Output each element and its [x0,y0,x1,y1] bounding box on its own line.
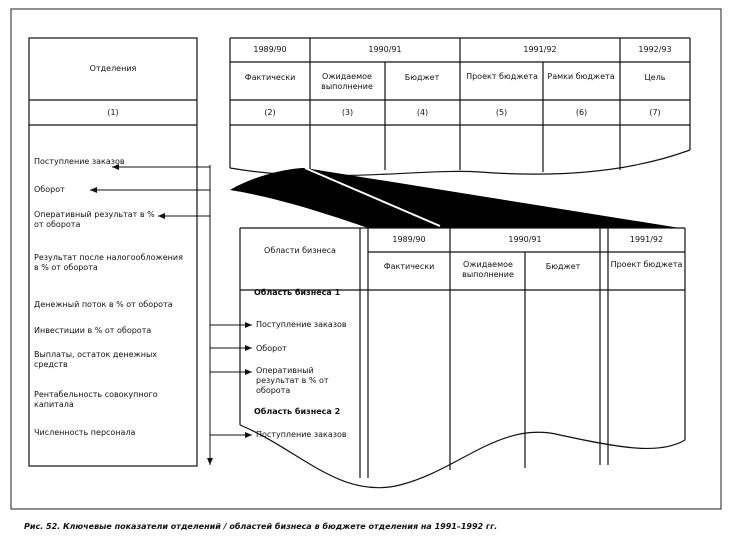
upper-row-turnover: Оборот [34,185,65,194]
upper-subhead-draft: Проект бюджета [466,72,538,81]
upper-col1-code: (1) [107,108,119,117]
upper-year-1991: 1991/92 [523,45,557,54]
lower-section-2: Область бизнеса 2 [254,407,341,416]
upper-row-investments: Инвестиции в % от оборота [34,326,152,335]
lower-year-1990: 1990/91 [508,235,542,244]
upper-subhead-actual: Фактически [244,73,296,82]
upper-year-grid [230,38,690,176]
upper-subhead-frame: Рамки бюджета [547,72,615,81]
figure-caption: Рис. 52. Ключевые показатели отделений / областей бизнеса в бюджете отделения на 1991–1992 гг. [24,522,498,531]
lower-item-operating-result: Оперативный результат в % от оборота [256,366,329,395]
upper-code-5: (5) [495,108,508,117]
projection-wedge [230,168,680,228]
lower-subhead-draft: Проект бюджета [610,260,683,269]
upper-row-payouts: Выплаты, остаток денежных средств [34,350,157,369]
upper-row-profitability: Рентабельность совокупного капитала [34,390,158,409]
upper-subhead-goal: Цель [644,73,666,82]
upper-col1-header: Отделения [89,64,137,73]
upper-subhead-budget: Бюджет [404,73,440,82]
upper-subhead-expected: Ожидаемое выполнение [321,72,373,91]
upper-row-personnel: Численность персонала [34,428,136,437]
upper-code-3: (3) [341,108,354,117]
lower-col1-header: Области бизнеса [264,246,336,255]
lower-item2-orders: Поступление заказов [256,430,347,439]
lower-item-orders: Поступление заказов [256,320,347,329]
lower-subhead-expected: Ожидаемое выполнение [462,260,514,279]
lower-item-turnover: Оборот [256,344,287,353]
upper-code-7: (7) [649,108,661,117]
lower-subhead-actual: Фактически [383,262,435,271]
upper-row-orders: Поступление заказов [34,157,125,166]
lower-year-1991: 1991/92 [629,235,664,244]
lower-subhead-budget: Бюджет [545,262,581,271]
upper-year-1989: 1989/90 [253,45,287,54]
upper-year-1990: 1990/91 [368,45,402,54]
upper-row-operating-result: Оперативный результат в % от оборота [34,210,155,229]
upper-code-4: (4) [416,108,429,117]
upper-code-2: (2) [264,108,276,117]
upper-code-6: (6) [575,108,588,117]
upper-row-after-tax: Результат после налогообложения в % от оборота [34,253,183,272]
lower-section-1: Область бизнеса 1 [254,288,341,297]
upper-row-cashflow: Денежный поток в % от оборота [34,300,173,309]
upper-year-1992: 1992/93 [638,45,672,54]
lower-year-1989: 1989/90 [392,235,426,244]
